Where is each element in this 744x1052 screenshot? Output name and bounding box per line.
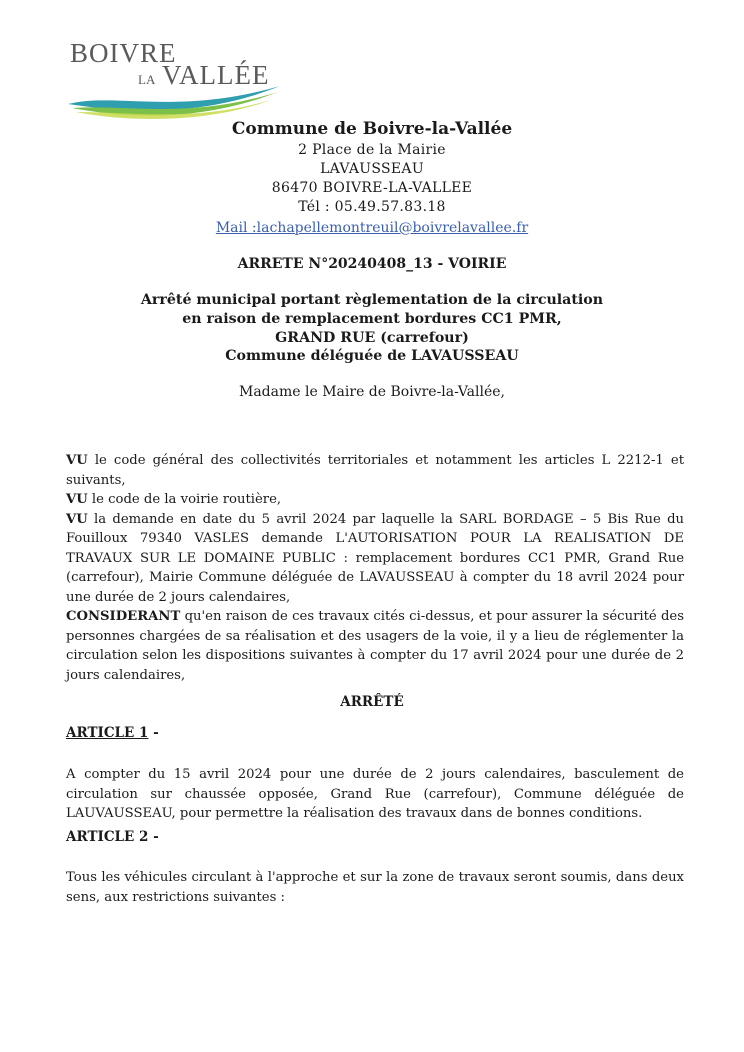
phone-line: Tél : 05.49.57.83.18 (298, 199, 446, 215)
mail-label: Mail : (215, 220, 257, 236)
visa-text: le code général des collectivités territoriales et notamment les articles L 2212-1 et suivants, (66, 453, 684, 488)
mail-line (150, 217, 594, 236)
subject-line-4: Commune déléguée de LAVAUSSEAU (225, 348, 519, 364)
commune-title: Commune de Boivre-la-Vallée (231, 119, 513, 139)
arrete-heading: ARRÊTÉ (340, 694, 404, 710)
considerant-item (66, 607, 684, 685)
logo (66, 38, 286, 120)
article-2-label: ARTICLE 2 (66, 829, 149, 845)
considerant-lead: CONSIDERANT (66, 609, 181, 624)
visa-lead: VU (66, 492, 88, 507)
visa-lead: VU (66, 511, 88, 527)
visa-item (66, 490, 684, 510)
visa-item (66, 510, 684, 608)
article-1-heading (66, 725, 159, 741)
salutation: Madame le Maire de Boivre-la-Vallée, (239, 384, 505, 400)
considerant-text: qu'en raison de ces travaux cités ci-dessus, et pour assurer la sécurité des personnes chargées de sa réalisation et des usagers de la voie, il y a lieu de réglementer la circulation selon les dispositions suivantes à compter du 17 avril 2024 pour une durée de 2 jours calendaires, (66, 609, 684, 683)
address-line-1: 2 Place de la Mairie (298, 142, 446, 158)
article-2-suffix: - (148, 829, 159, 845)
article-1-label: ARTICLE 1 (66, 725, 149, 741)
arrete-number: ARRETE N°20240408_13 - VOIRIE (237, 256, 507, 272)
visa-text: la demande en date du 5 avril 2024 par laquelle la SARL BORDAGE – 5 Bis Rue du Fouilloux 79340 VASLES demande L'AUTORISATION POUR LA REALISATION DE TRAVAUX SUR LE DOMAINE PUBLIC : remplacement bordures CC1 PMR, Grand Rue (carrefour), Mairie Commune déléguée de LAVAUSSEAU à compter du 18 avril 2024 pour une durée de 2 jours calendaires, (66, 511, 684, 605)
mail-link[interactable]: lachapellemontreuil@boivrelavallee.fr (256, 220, 529, 236)
subject-line-3: GRAND RUE (carrefour) (275, 330, 469, 346)
logo-word-vallee: VALLÉE (162, 60, 270, 90)
article-2-text: Tous les véhicules circulant à l'approche et sur la zone de travaux seront soumis, dans deux sens, aux restrictions suivantes : (66, 870, 684, 905)
logo-word-la: LA (138, 72, 156, 87)
address-line-3: 86470 BOIVRE-LA-VALLEE (271, 180, 473, 196)
article-1-text: A compter du 15 avril 2024 pour une durée de 2 jours calendaires, basculement de circulation sur chaussée opposée, Grand Rue (carrefour), Commune déléguée de LAUVAUSSEAU, pour permettre la réalisation des travaux dans de bonnes conditions. (66, 767, 684, 821)
visa-item (66, 451, 684, 490)
visas-block (66, 451, 684, 685)
logo-wave-icon (66, 82, 286, 120)
subject-line-2: en raison de remplacement bordures CC1 PMR, (182, 311, 562, 327)
logo-word-boivre: BOIVRE (70, 38, 177, 68)
subject-line-1: Arrêté municipal portant règlementation de la circulation (140, 292, 604, 308)
visa-lead: VU (66, 453, 88, 468)
visa-text: le code de la voirie routière, (87, 492, 282, 507)
article-1-suffix: - (148, 725, 159, 741)
article-2-heading (66, 829, 159, 845)
address-line-2: LAVAUSSEAU (320, 161, 424, 177)
